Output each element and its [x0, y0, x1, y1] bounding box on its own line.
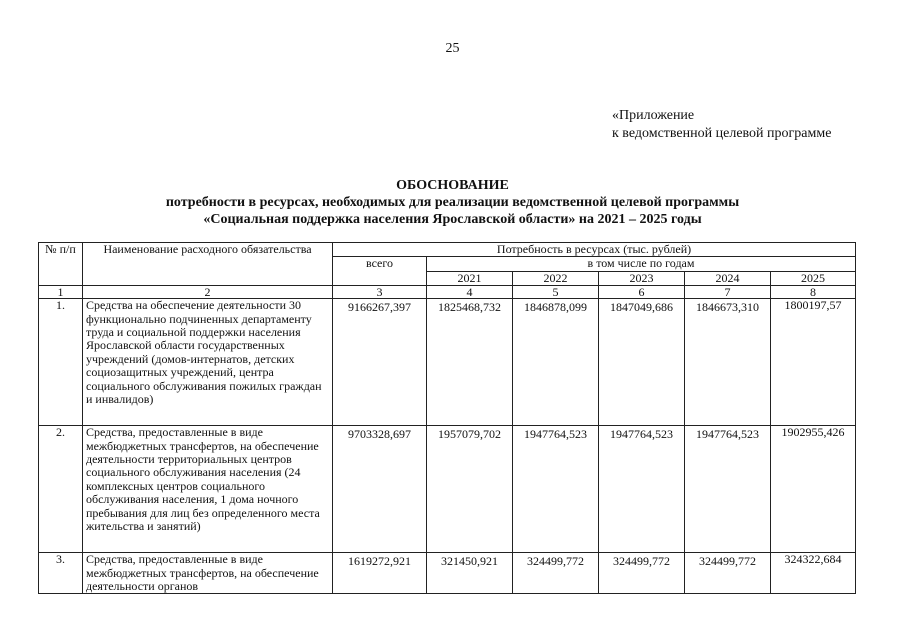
- row-total: 9703328,697: [333, 426, 427, 553]
- header-year: 2022: [513, 271, 599, 285]
- table-row: [39, 553, 856, 594]
- column-number: 3: [333, 286, 427, 299]
- row-value-2022: 1846878,099: [513, 299, 599, 426]
- row-value-2024: 1846673,310: [685, 299, 771, 426]
- header-year: 2025: [771, 271, 856, 285]
- header-needs: Потребность в ресурсах (тыс. рублей): [333, 243, 856, 257]
- row-value-2025: 324322,684: [771, 553, 856, 594]
- header-num: № п/п: [39, 243, 83, 286]
- row-value-2025: 1902955,426: [771, 426, 856, 553]
- table-row: [39, 299, 856, 426]
- row-number: 3.: [39, 553, 83, 594]
- resource-needs-table: [38, 242, 856, 594]
- column-number: 5: [513, 286, 599, 299]
- appendix-note: [612, 107, 831, 143]
- table-header-row-1: [39, 243, 856, 257]
- heading-subtitle: потребности в ресурсах, необходимых для реализации ведомственной целевой программы: [165, 195, 740, 210]
- column-number: 7: [685, 286, 771, 299]
- heading-title: ОБОСНОВАНИЕ: [396, 178, 509, 193]
- table-row: [39, 426, 856, 553]
- column-number: 8: [771, 286, 856, 299]
- column-number: 1: [39, 286, 83, 299]
- page-number: 25: [445, 41, 460, 56]
- row-name: Средства, предоставленные в виде межбюджетных трансфертов, на обеспечение деятельности органов: [83, 553, 333, 594]
- column-numbers-row: [39, 286, 856, 299]
- column-number: 2: [83, 286, 333, 299]
- row-value-2023: 324499,772: [599, 553, 685, 594]
- header-year: 2024: [685, 271, 771, 285]
- row-value-2024: 1947764,523: [685, 426, 771, 553]
- header-name: Наименование расходного обязательства: [83, 243, 333, 286]
- column-number: 4: [427, 286, 513, 299]
- row-value-2021: 1825468,732: [427, 299, 513, 426]
- header-by-years: в том числе по годам: [427, 257, 856, 271]
- row-value-2024: 324499,772: [685, 553, 771, 594]
- row-value-2022: 1947764,523: [513, 426, 599, 553]
- appendix-line-1: «Приложение: [612, 108, 695, 123]
- document-heading: [0, 177, 905, 228]
- row-name: Средства на обеспечение деятельности 30 функционально подчиненных департаменту труда и социальной поддержки населения Ярославской области государственных учреждений (домов-интернатов, детских социозащитных учреждений, центра социального обслуживания пожилых граждан и инвалидов): [83, 299, 333, 426]
- row-value-2021: 321450,921: [427, 553, 513, 594]
- heading-program-name: «Социальная поддержка населения Ярославской области» на 2021 – 2025 годы: [203, 212, 702, 227]
- row-value-2021: 1957079,702: [427, 426, 513, 553]
- row-number: 2.: [39, 426, 83, 553]
- row-value-2025: 1800197,57: [771, 299, 856, 426]
- appendix-line-2: к ведомственной целевой программе: [612, 126, 832, 141]
- row-name: Средства, предоставленные в виде межбюджетных трансфертов, на обеспечение деятельности территориальных центров социального обслуживания населения (24 комплексных центров социального обслуживания населения, 1 дома ночного пребывания для лиц без определенного места жительства и занятий): [83, 426, 333, 553]
- row-value-2022: 324499,772: [513, 553, 599, 594]
- row-value-2023: 1947764,523: [599, 426, 685, 553]
- header-total: всего: [333, 257, 427, 286]
- column-number: 6: [599, 286, 685, 299]
- row-number: 1.: [39, 299, 83, 426]
- row-total: 1619272,921: [333, 553, 427, 594]
- header-year: 2021: [427, 271, 513, 285]
- row-value-2023: 1847049,686: [599, 299, 685, 426]
- row-total: 9166267,397: [333, 299, 427, 426]
- header-year: 2023: [599, 271, 685, 285]
